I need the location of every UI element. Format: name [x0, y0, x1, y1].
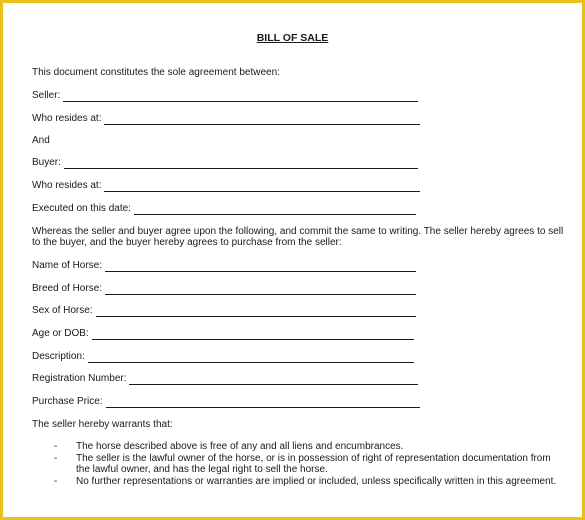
whereas-line-2: to the buyer, and the buyer hereby agrees to purchase from the seller:: [32, 237, 342, 248]
warranty-item: No further representations or warranties are implied or included, unless specifically written in this agreement.: [76, 476, 557, 487]
warranty-item: The seller is the lawful owner of the horse, or is in possession of right of representation documentation from the lawful owner, and has the legal right to sell the horse.: [76, 453, 551, 475]
registration-number-label: Registration Number:: [32, 373, 127, 384]
seller-label: Seller:: [32, 90, 61, 101]
seller-address-field[interactable]: [32, 113, 420, 125]
seller-blank-line[interactable]: [63, 91, 418, 102]
horse-description-label: Description:: [32, 351, 85, 362]
seller-address-label: Who resides at:: [32, 113, 102, 124]
whereas-line-1: Whereas the seller and buyer agree upon the following, and commit the same to writing. The seller hereby agrees to sell: [32, 226, 564, 237]
horse-breed-label: Breed of Horse:: [32, 283, 103, 294]
horse-breed-blank-line[interactable]: [105, 284, 416, 295]
purchase-price-field[interactable]: [32, 396, 420, 408]
executed-date-field[interactable]: [32, 203, 416, 215]
executed-date-label: Executed on this date:: [32, 203, 131, 214]
horse-name-blank-line[interactable]: [105, 261, 416, 272]
horse-age-blank-line[interactable]: [92, 329, 414, 340]
registration-number-blank-line[interactable]: [129, 374, 418, 385]
bullet-marker: -: [54, 453, 58, 464]
horse-name-field[interactable]: [32, 260, 416, 272]
horse-sex-field[interactable]: [32, 305, 416, 317]
warrants-intro: The seller hereby warrants that:: [32, 419, 173, 430]
horse-sex-blank-line[interactable]: [96, 306, 416, 317]
intro-text: This document constitutes the sole agreement between:: [32, 67, 280, 78]
warranty-item: The horse described above is free of any and all liens and encumbrances.: [76, 441, 404, 452]
buyer-address-field[interactable]: [32, 180, 420, 192]
executed-date-blank-line[interactable]: [134, 204, 416, 215]
bullet-marker: -: [54, 441, 58, 452]
horse-description-blank-line[interactable]: [88, 352, 414, 363]
bullet-marker: -: [54, 476, 58, 487]
buyer-address-blank-line[interactable]: [104, 181, 420, 192]
buyer-blank-line[interactable]: [64, 158, 418, 169]
horse-breed-field[interactable]: [32, 283, 416, 295]
horse-age-label: Age or DOB:: [32, 328, 89, 339]
and-label: And: [32, 135, 50, 146]
seller-field[interactable]: [32, 90, 418, 102]
seller-address-blank-line[interactable]: [104, 114, 420, 125]
buyer-field[interactable]: [32, 157, 418, 169]
purchase-price-label: Purchase Price:: [32, 396, 103, 407]
buyer-address-label: Who resides at:: [32, 180, 102, 191]
registration-number-field[interactable]: [32, 373, 418, 385]
horse-sex-label: Sex of Horse:: [32, 305, 93, 316]
document-title: BILL OF SALE: [256, 32, 329, 44]
horse-name-label: Name of Horse:: [32, 260, 103, 271]
buyer-label: Buyer:: [32, 157, 61, 168]
horse-description-field[interactable]: [32, 351, 414, 363]
purchase-price-blank-line[interactable]: [106, 397, 420, 408]
horse-age-field[interactable]: [32, 328, 414, 340]
